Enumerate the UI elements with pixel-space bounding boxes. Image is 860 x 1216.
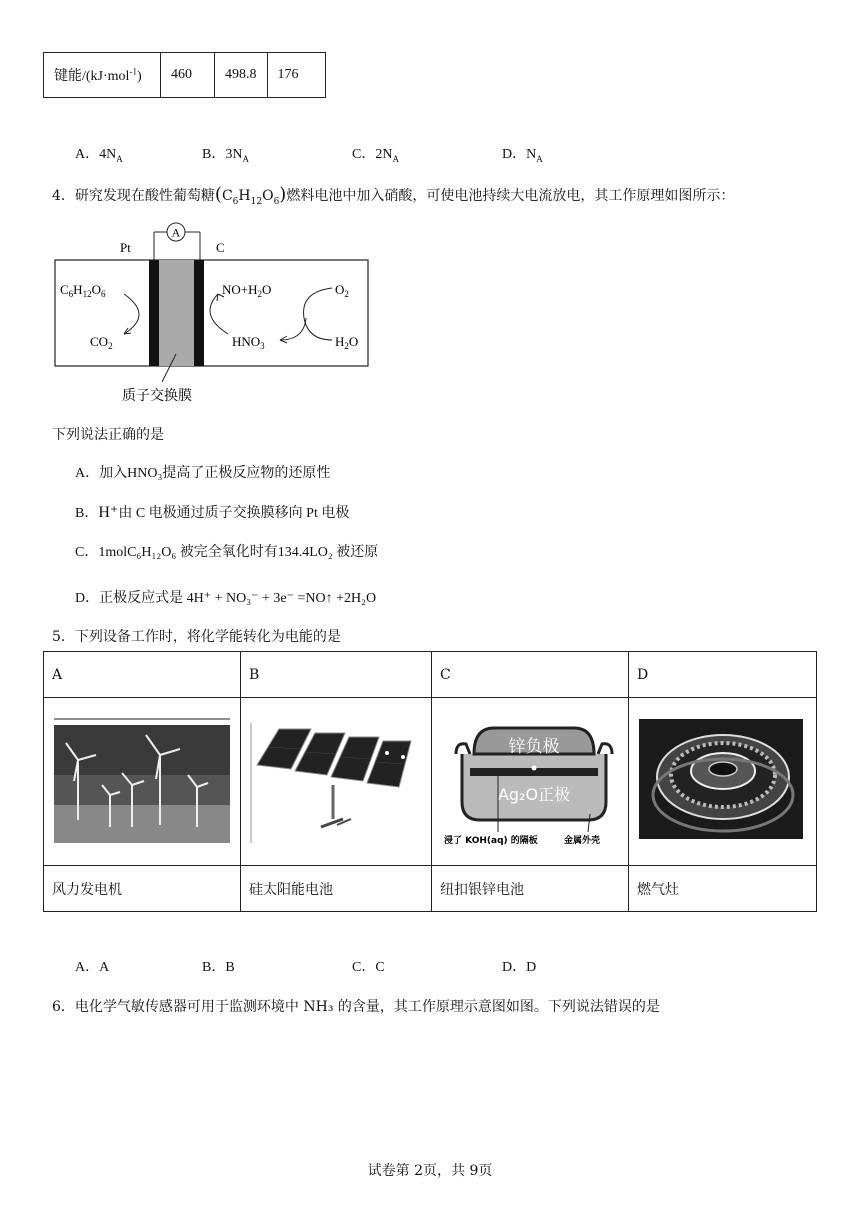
no-h2o-label: $NO+H_2O$ [222,282,272,299]
q4-choice-c: C．1molC₆H₁₂O₆ 被完全氧化时有134.4LO₂ 被还原 [75,545,379,560]
wind-turbine-cell [44,698,241,866]
ammeter-label: A [171,225,181,240]
o2-label: $O_2$ [335,282,349,299]
q5-option-c: C．C [352,960,385,975]
co2-label: $CO_2$ [90,334,113,351]
q4-prompt: 下列说法正确的是 [52,427,164,443]
table-row [44,698,817,866]
q5-option-b: B．B [202,960,235,975]
q4-choice-b: B．H⁺由 C 电极通过质子交换膜移向 Pt 电极 [75,504,350,521]
table-row [44,866,817,912]
q6-stem: 6．电化学气敏传感器可用于监测环境中 NH₃ 的含量，其工作原理示意图如图。下列说法错误的是 [52,999,660,1015]
label-solar-cell: 硅太阳能电池 [241,866,432,912]
header-d: D [629,652,817,698]
glucose-label: $C_6H_{12}O_6$ [60,282,106,299]
page-footer: 试卷第 2页，共 9页 [367,1163,493,1179]
button-battery-cell [432,698,629,866]
gas-stove-image [637,715,805,845]
pt-label: Pt [120,240,131,255]
hno3-label: $HNO_3$ [232,334,265,351]
bond-energy-header: 键能/(kJ·mol$^{-1}$) [44,53,161,98]
q5-option-d: D．D [502,960,537,975]
q5-option-a: A．A [75,960,110,975]
table-row [44,53,326,98]
proton-exchange-membrane [159,260,194,366]
membrane-label: 质子交换膜 [122,388,192,404]
table-row [44,652,817,698]
header-b: B [241,652,432,698]
q4-choice-d: D．正极反应式是 4H⁺ + NO₃⁻ + 3e⁻ =NO↑ +2H₂O [75,591,377,606]
c-label: C [216,240,225,255]
separator-label: 浸了 KOH(aq) 的隔板 [444,835,538,846]
header-c: C [432,652,629,698]
solar-panel-cell [241,698,432,866]
bond-value-3: 176 [267,53,325,98]
label-gas-stove: 燃气灶 [629,866,817,912]
button-battery-image [440,710,620,850]
label-wind-turbine: 风力发电机 [44,866,241,912]
bond-value-1: 460 [161,53,215,98]
bond-energy-table [43,52,326,98]
q3-option-a: A．$4N_A$ [75,147,123,164]
q3-option-b: B．$3N_A$ [202,147,249,164]
fuel-cell-diagram [52,222,372,407]
pt-electrode [149,260,159,366]
q3-option-c: C．$2N_A$ [352,147,399,164]
solar-panel-image [249,715,423,845]
zinc-anode-label: 锌负极 [508,736,560,757]
wind-turbine-image [52,715,232,845]
metal-case-label: 金属外壳 [564,835,601,846]
gas-stove-cell [629,698,817,866]
q4-stem: 4．研究发现在酸性葡萄糖$(C_6H_{12}O_6)$燃料电池中加入硝酸，可使电池持续大电流放电，其工作原理如图所示： [52,184,735,207]
h2o-label: $H_2O$ [335,334,359,351]
q5-stem: 5．下列设备工作时，将化学能转化为电能的是 [52,629,341,645]
q3-option-d: D．$N_A$ [502,147,543,164]
devices-table [43,651,817,912]
bond-value-2: 498.8 [215,53,268,98]
label-button-battery: 纽扣银锌电池 [432,866,629,912]
ag2o-cathode-label: Ag₂O正极 [497,784,571,804]
header-a: A [44,652,241,698]
c-electrode [194,260,204,366]
q4-choice-a: A．加入HNO₃提高了正极反应物的还原性 [75,466,331,481]
